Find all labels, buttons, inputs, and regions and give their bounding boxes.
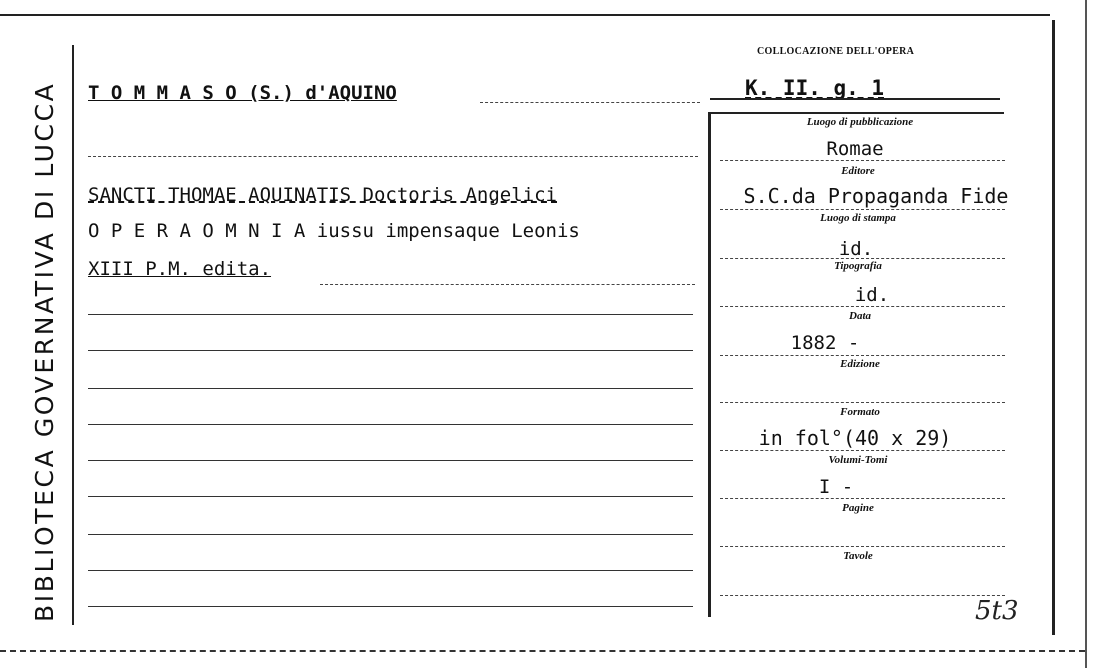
- field-value-luogo-pubblicazione: Romae: [826, 138, 884, 160]
- field-label-luogo-stampa: Luogo di stampa: [820, 212, 896, 224]
- field-rule: [720, 160, 1005, 161]
- field-label-edizione: Edizione: [840, 358, 880, 370]
- ruled-line: [320, 284, 695, 285]
- data-box-top-border: [708, 112, 1004, 114]
- field-rule: [720, 258, 1005, 259]
- field-value-tipografia: id.: [854, 284, 890, 306]
- field-label-luogo-pubblicazione: Luogo di pubblicazione: [806, 116, 914, 128]
- field-label-tavole: Tavole: [843, 550, 873, 562]
- data-box-left-border: [708, 112, 711, 617]
- library-side-label: BIBLIOTECA GOVERNATIVA DI LUCCA: [30, 81, 59, 622]
- field-rule: [720, 498, 1005, 499]
- field-rule: [720, 355, 1005, 356]
- field-label-tipografia: Tipografia: [834, 260, 882, 272]
- ruled-line: [88, 460, 693, 461]
- ruled-line: [88, 606, 693, 607]
- field-label-editore: Editore: [841, 165, 875, 177]
- ruled-line: [88, 570, 693, 571]
- ruled-line: [88, 534, 693, 535]
- collocation-header: COLLOCAZIONE DELL'OPERA: [757, 46, 915, 57]
- bottom-edge-rule: [0, 650, 1085, 652]
- field-rule: [720, 450, 1005, 451]
- field-value-volumi-tomi: I -: [818, 476, 854, 498]
- ruled-line: [88, 496, 693, 497]
- field-rule: [720, 595, 1005, 596]
- handwritten-number: 5t3: [975, 596, 1019, 626]
- ruled-line: [88, 350, 693, 351]
- field-rule: [720, 546, 1005, 547]
- field-label-volumi-tomi: Volumi-Tomi: [828, 454, 888, 466]
- ruled-line: [88, 424, 693, 425]
- author-heading: T O M M A S O (S.) d'AQUINO: [88, 82, 397, 104]
- field-rule: [720, 306, 1005, 307]
- title-line-2: O P E R A O M N I A iussu impensaque Leonis: [88, 220, 580, 242]
- title-line-1: SANCTI THOMAE AQUINATIS Doctoris Angelici: [88, 184, 557, 206]
- field-rule: [720, 402, 1005, 403]
- field-label-formato: Formato: [840, 406, 880, 418]
- author-rule: [480, 102, 700, 103]
- right-border: [1052, 20, 1055, 635]
- right-card-edge: [1085, 0, 1087, 668]
- field-label-data: Data: [849, 310, 871, 322]
- field-value-data: 1882 -: [790, 332, 860, 354]
- title-line-3: XIII P.M. edita.: [88, 258, 272, 280]
- field-label-pagine: Pagine: [842, 502, 874, 514]
- left-border: [72, 45, 74, 625]
- ruled-line: [88, 388, 693, 389]
- blank-rule: [88, 156, 698, 157]
- field-rule: [720, 209, 1005, 210]
- ruled-line: [88, 314, 693, 315]
- field-value-editore: S.C.da Propaganda Fide: [743, 184, 1009, 208]
- collocation-rule: [710, 98, 1000, 100]
- collocation-value: K. II. g. 1: [745, 76, 885, 100]
- top-edge-rule: [0, 14, 1050, 16]
- field-value-luogo-stampa: id.: [838, 238, 874, 260]
- field-value-formato: in fol°(40 x 29): [758, 426, 952, 450]
